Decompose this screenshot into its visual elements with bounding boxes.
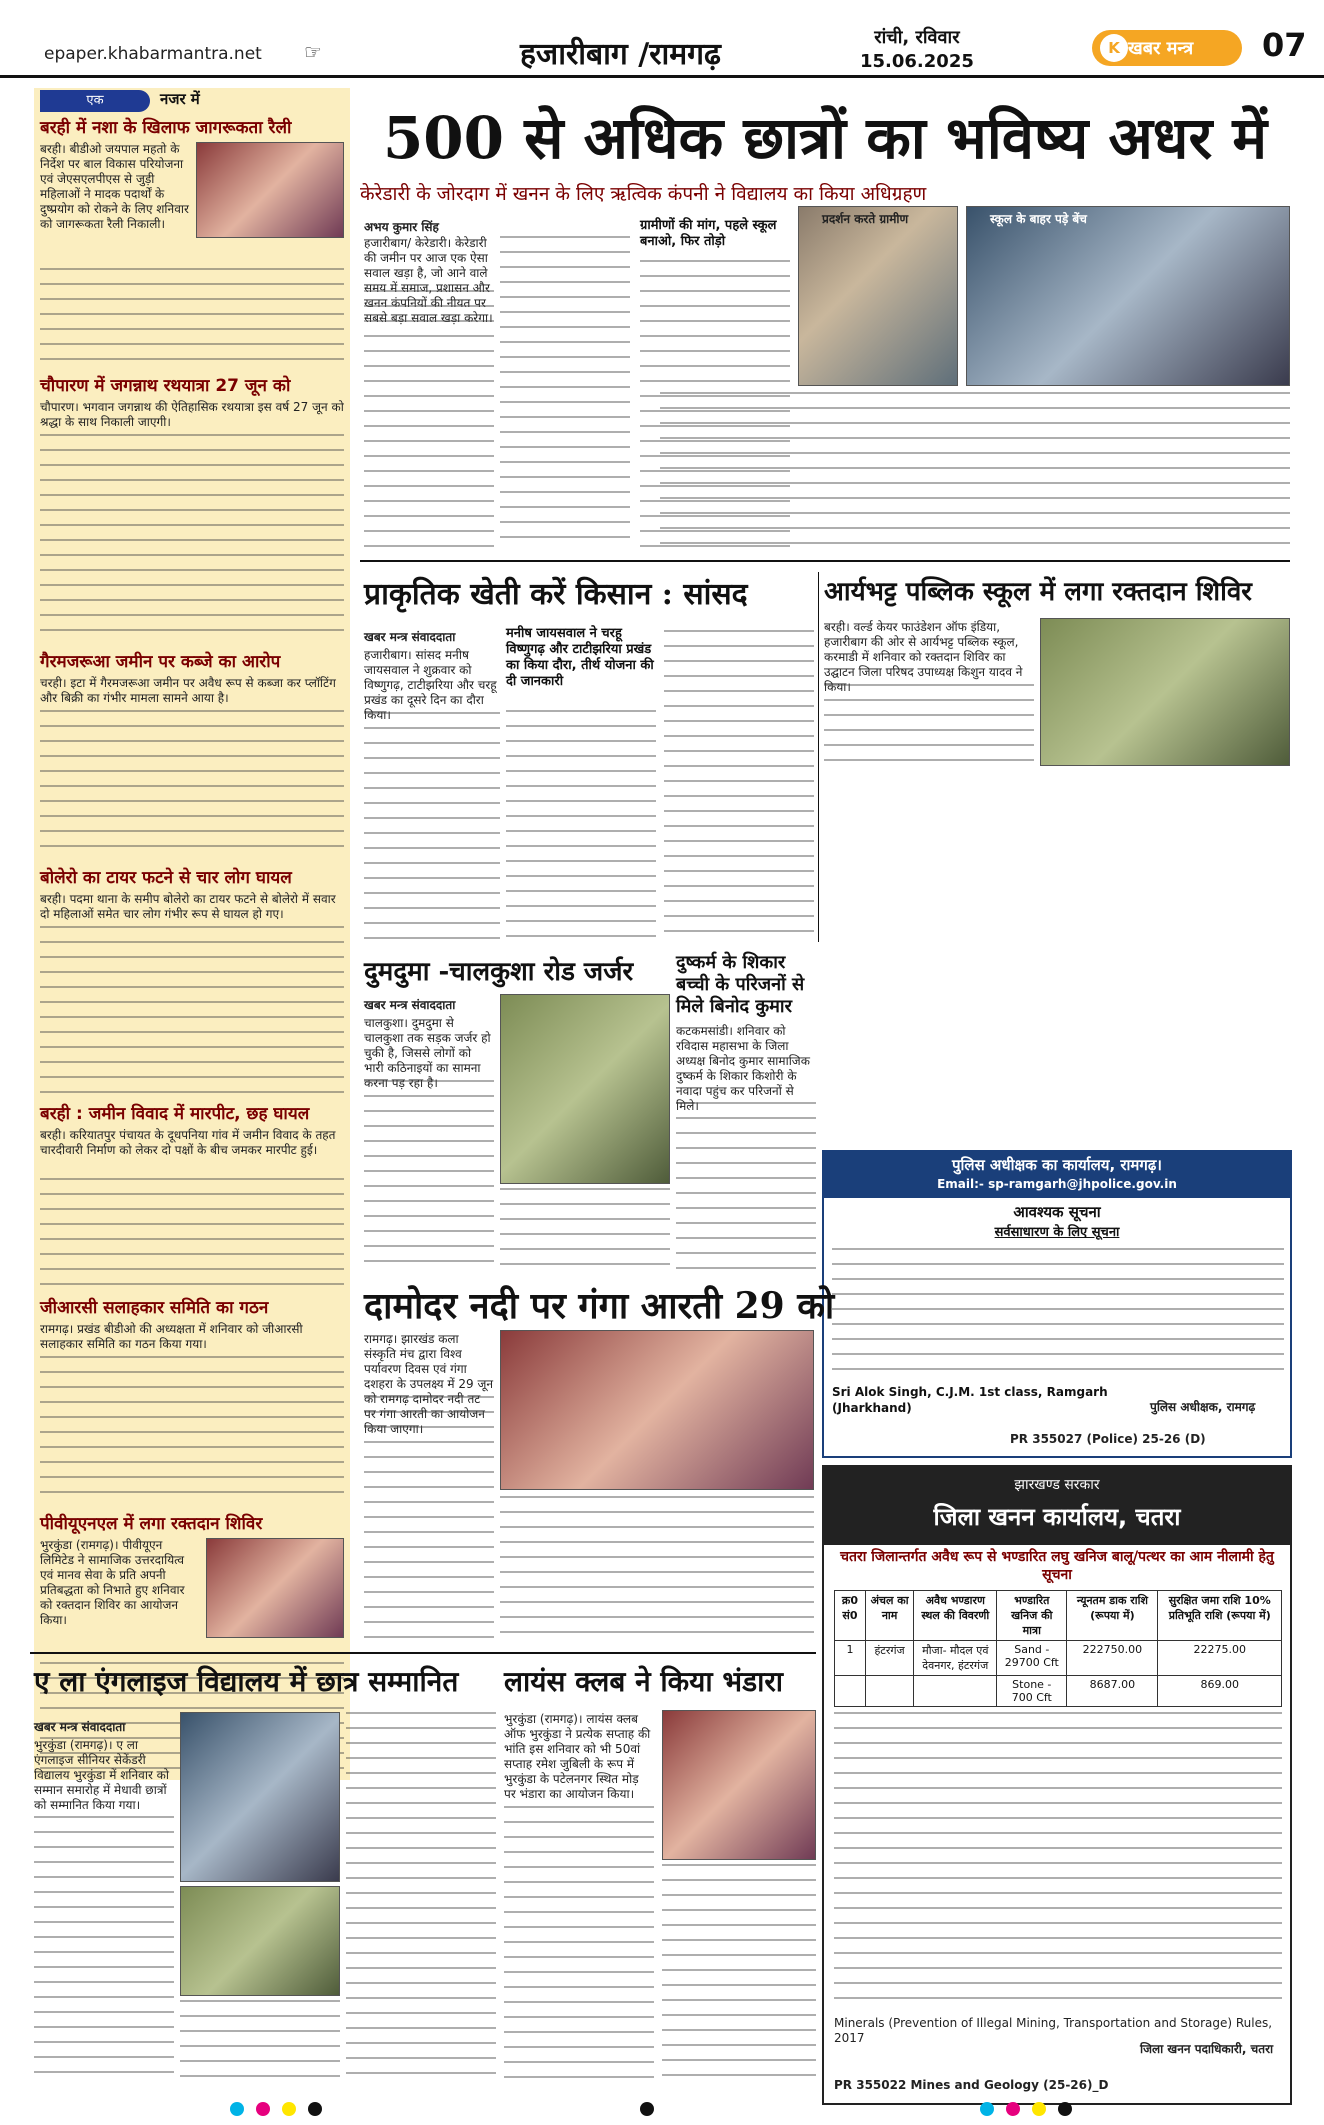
text-block <box>364 290 494 550</box>
left-headline-6: जीआरसी सलाहकार समिति का गठन <box>40 1298 269 1318</box>
notice-subtitle: सर्वसाधारण के लिए सूचना <box>994 1225 1120 1240</box>
story-headline: दुमदुमा -चालकुशा रोड जर्जर <box>364 957 634 987</box>
table-row <box>835 1641 1282 1676</box>
text-block <box>40 434 344 644</box>
text-block <box>832 1248 1284 1378</box>
text-block <box>676 1102 816 1270</box>
text-block <box>664 630 814 942</box>
story-headline: दुष्कर्म के शिकार बच्ची के परिजनों से मिले बिनोद कुमार <box>676 952 805 1017</box>
cursor-icon: ☞ <box>304 40 322 64</box>
table-body <box>835 1641 1282 1707</box>
mining-pr: PR 355022 Mines and Geology (25-26)_D <box>834 2078 1109 2092</box>
left-para-1: बरही। बीडीओ जयपाल महतो के निर्देश पर बाल विकास परियोजना एवं जेएसएलपीएस से जुड़ी महिलाओं ने मादक पदार्थों के दुष्प्रयोग को रोकने के लिए शनिवार को जागरूकता रैली निकाली। <box>40 142 189 231</box>
story-side-label: मनीष जायसवाल ने चरहू विष्णुगढ़ और टाटीझरिया प्रखंड का किया दौरा, तीर्थ योजना की दी जानकारी <box>506 626 654 689</box>
table-cell: 222750.00 <box>1067 1641 1158 1676</box>
table-row <box>835 1676 1282 1707</box>
table-header-cell: न्यूनतम डाक राशि (रूपया में) <box>1067 1591 1158 1641</box>
story-body: चालकुशा। दुमदुमा से चालकुशा तक सड़क जर्जर हो चुकी है, जिससे लोगों को भारी कठिनाइयों का सामना करना पड़ रहा है। <box>364 1016 491 1090</box>
text-block <box>660 392 1290 550</box>
lead-subhead: केरेडारी के जोरदाग में खनन के लिए ऋत्विक कंपनी ने विद्यालय का किया अधिग्रहण <box>360 183 927 205</box>
left-para-7: भुरकुंडा (रामगढ़)। पीवीयूएन लिमिटेड ने सामाजिक उत्तरदायित्व एवं मानव सेवा के प्रति अपनी प्रतिबद्धता को निभाते हुए शनिवार को रक्तदान शिविर का आयोजन किया। <box>40 1538 185 1627</box>
left-para-5: बरही। करियातपुर पंचायत के दूधपनिया गांव में जमीन विवाद के तहत चारदीवारी निर्माण को लेकर दो पक्षों के बीच जमकर मारपीट हुई। <box>40 1128 336 1157</box>
mining-office: जिला खनन कार्यालय, चतरा <box>933 1503 1181 1531</box>
gov-name: झारखण्ड सरकार <box>1014 1477 1100 1493</box>
color-dot <box>282 2102 296 2116</box>
left-headline-2: चौपारण में जगन्नाथ रथयात्रा 27 जून को <box>40 376 291 396</box>
photo-caption: स्कूल के बाहर पड़े बेंच <box>990 212 1087 226</box>
notice-officer: पुलिस अधीक्षक, रामगढ़ <box>1150 1400 1256 1414</box>
text-block <box>834 1712 1282 2012</box>
text-block <box>500 1188 670 1270</box>
story-headline: लायंस क्लब ने किया भंडारा <box>504 1665 784 1698</box>
left-headline-4: बोलेरो का टायर फटने से चार लोग घायल <box>40 868 292 888</box>
divider <box>360 560 1290 562</box>
table-cell <box>865 1676 913 1707</box>
left-headline-7: पीवीयूएनएल में लगा रक्तदान शिविर <box>40 1514 263 1534</box>
left-para-3: चरही। इटा में गैरमजरूआ जमीन पर अवैध रूप से कब्जा कर प्लॉटिंग और बिक्री का गंभीर मामला सामने आया है। <box>40 676 336 705</box>
rules-name: Minerals (Prevention of Illegal Mining, Transportation and Storage) Rules, 2017 <box>834 2016 1273 2045</box>
text-block <box>40 710 344 860</box>
table-header-cell: क्र0 सं0 <box>835 1591 866 1641</box>
table-cell <box>835 1676 866 1707</box>
mining-notice-header <box>824 1467 1290 1545</box>
story-body: भुरकुंडा (रामगढ़)। लायंस क्लब ऑफ भुरकुंडा ने प्रत्येक सप्ताह की भांति इस शनिवार को भी 50वां सप्ताह रमेश जुबिली के रूप में भुरकुंडा के पटेलनगर स्थित मोड़ पर भंडारा का आयोजन किया। <box>504 1712 651 1801</box>
text-block <box>40 1178 344 1288</box>
lead-body: हजारीबाग/ केरेडारी। केरेडारी की जमीन पर आज एक ऐसा सवाल खड़ा है, जो आने वाले समय में समाज, प्रशासन और खनन कंपनियों की नीयत पर सबसे बड़ा सवाल खड़ा करेगा। <box>364 236 493 325</box>
left-headline-5: बरही : जमीन विवाद में मारपीट, छह घायल <box>40 1104 310 1124</box>
text-block <box>40 926 344 1096</box>
divider <box>30 1652 816 1654</box>
school-bench-photo <box>966 206 1290 386</box>
text-block <box>34 1816 174 2086</box>
notice-pr: PR 355027 (Police) 25-26 (D) <box>1010 1432 1206 1446</box>
text-block <box>364 1396 494 1646</box>
notice-header <box>824 1152 1290 1198</box>
story-byline: खबर मन्त्र संवाददाता <box>34 1720 126 1734</box>
text-block <box>364 712 500 942</box>
left-para-4: बरही। पदमा थाना के समीप बोलेरो का टायर फटने से बोलेरो में सवार दो महिलाओं समेत चार लोग गंभीर रूप से घायल हो गए। <box>40 892 336 921</box>
table-cell: 869.00 <box>1158 1676 1282 1707</box>
lead-side-label: ग्रामीणों की मांग, पहले स्कूल बनाओ, फिर तोड़ो <box>640 218 777 249</box>
left-para-6: रामगढ़। प्रखंड बीडीओ की अध्यक्षता में शनिवार को जीआरसी सलाहकार समिति का गठन किया गया। <box>40 1322 303 1351</box>
place-day: रांची, रविवार <box>874 27 960 48</box>
story-byline: खबर मन्त्र संवाददाता <box>364 630 456 644</box>
blood-camp-photo <box>206 1538 344 1638</box>
brand-logo-icon: K <box>1100 34 1128 62</box>
rally-photo <box>196 142 344 238</box>
table-cell: Stone - 700 Cft <box>997 1676 1067 1707</box>
left-para-2: चौपारण। भगवान जगन्नाथ की ऐतिहासिक रथयात्रा इस वर्ष 27 जून को श्रद्धा के साथ निकाली जाएगी। <box>40 400 344 429</box>
column-tag: एक <box>40 90 150 112</box>
table-cell: मौजा- मौदल एवं देवनगर, हंटरगंज <box>914 1641 997 1676</box>
table-header-row <box>835 1591 1282 1641</box>
text-block <box>500 1496 814 1646</box>
notice-title <box>824 1202 1290 1240</box>
student-photo <box>180 1712 340 1882</box>
divider <box>818 572 819 942</box>
story-body: हजारीबाग। सांसद मनीष जायसवाल ने शुक्रवार को विष्णुगढ़, टाटीझरिया और चरहू प्रखंड का दूसरे दिन का दौरा किया। <box>364 648 497 722</box>
text-block <box>40 268 344 368</box>
story-body: रामगढ़। झारखंड कला संस्कृति मंच द्वारा विश्व पर्यावरण दिवस एवं गंगा दशहरा के उपलक्ष्य में 29 जून को रामगढ़ दामोदर नदी तट पर गंगा आरती का आयोजन किया जाएगा। <box>364 1332 494 1436</box>
notice-title-text: आवश्यक सूचना <box>1013 1203 1101 1221</box>
text-block <box>662 1864 816 2086</box>
story-headline: आर्यभट्ट पब्लिक स्कूल में लगा रक्तदान शिविर <box>824 577 1252 607</box>
text-block <box>824 684 1034 764</box>
text-block <box>180 2000 340 2086</box>
mining-notice-title: चतरा जिलान्तर्गत अवैध रूप से भण्डारित लघु खनिज बालू/पत्थर का आम नीलामी हेतु सूचना <box>840 1549 1274 1583</box>
protest-photo <box>798 206 958 386</box>
color-dot <box>256 2102 270 2116</box>
footer-strip <box>0 2095 1324 2125</box>
lead-byline: अभय कुमार सिंह <box>364 220 439 234</box>
table-cell <box>914 1676 997 1707</box>
story-body: कटकमसांडी। शनिवार को रविदास महासभा के जिला अध्यक्ष बिनोद कुमार सामाजिक दुष्कर्म के शिकार किशोरी के नवादा पहुंच कर परिजनों से मिले। <box>676 1024 810 1113</box>
story-byline: खबर मन्त्र संवाददाता <box>364 998 456 1012</box>
lead-headline: 500 से अधिक छात्रों का भविष्य अधर में <box>382 104 1268 172</box>
text-block <box>500 236 630 550</box>
story-body: भुरकुंडा (रामगढ़)। ए ला एंगलाइज सीनियर सेकेंडरी विद्यालय भुरकुंडा में शनिवार को सम्मान समारोह में मेधावी छात्रों को सम्मानित किया गया। <box>34 1738 170 1812</box>
road-photo <box>500 994 670 1184</box>
table-cell: हंटरगंज <box>865 1641 913 1676</box>
color-dot <box>1006 2102 1020 2116</box>
text-block <box>346 1712 496 2086</box>
table-cell: Sand - 29700 Cft <box>997 1641 1067 1676</box>
text-block <box>40 1356 344 1506</box>
dateline <box>860 26 974 74</box>
mining-officer: जिला खनन पदाधिकारी, चतरा <box>1140 2042 1274 2056</box>
table-cell: 22275.00 <box>1158 1641 1282 1676</box>
student-photo <box>180 1886 340 1996</box>
registration-mark-icon <box>640 2102 654 2116</box>
table-cell: 1 <box>835 1641 866 1676</box>
color-dot <box>308 2102 322 2116</box>
column-title: नजर में <box>160 90 200 108</box>
ganga-aarti-photo <box>500 1330 814 1490</box>
page-number: 07 <box>1262 26 1307 64</box>
brand-badge: खबर मन्त्र <box>1092 30 1242 66</box>
notice-signer: Sri Alok Singh, C.J.M. 1st class, Ramgarh (Jharkhand) <box>832 1385 1108 1415</box>
story-headline: दामोदर नदी पर गंगा आरती 29 को <box>364 1285 835 1327</box>
table-header-cell: अवैध भण्डारण स्थल की विवरणी <box>914 1591 997 1641</box>
table-cell: 8687.00 <box>1067 1676 1158 1707</box>
table-header-cell: सुरक्षित जमा राशि 10% प्रतिभूति राशि (रूपया में) <box>1158 1591 1282 1641</box>
color-dot <box>1032 2102 1046 2116</box>
story-body: बरही। वर्ल्ड केयर फाउंडेशन ऑफ इंडिया, हजारीबाग की ओर से आर्यभट्ट पब्लिक स्कूल, करमाडी में शनिवार को रक्तदान शिविर का उद्घाटन जिला परिषद उपाध्यक्ष किशुन यादव ने किया। <box>824 620 1023 694</box>
text-block <box>364 1080 494 1270</box>
site-url[interactable]: epaper.khabarmantra.net <box>44 44 262 64</box>
lions-club-photo <box>662 1710 816 1860</box>
auction-table <box>834 1590 1282 1707</box>
table-header-cell: अंचल का नाम <box>865 1591 913 1641</box>
photo-caption: प्रदर्शन करते ग्रामीण <box>822 212 909 226</box>
blood-donation-photo <box>1040 618 1290 766</box>
left-headline-1: बरही में नशा के खिलाफ जागरूकता रैली <box>40 118 292 138</box>
table-header-cell: भण्डारित खनिज की मात्रा <box>997 1591 1067 1641</box>
text-block <box>504 1806 654 2086</box>
color-dot <box>1058 2102 1072 2116</box>
story-headline: ए ला एंगलाइज विद्यालय में छात्र सम्मानित <box>34 1665 459 1698</box>
text-block <box>506 710 656 942</box>
left-headline-3: गैरमजरूआ जमीन पर कब्जे का आरोप <box>40 652 281 672</box>
date: 15.06.2025 <box>860 51 974 72</box>
color-dot <box>980 2102 994 2116</box>
section-title: हजारीबाग /रामगढ़ <box>520 37 721 72</box>
color-dot <box>230 2102 244 2116</box>
notice-office: पुलिस अधीक्षक का कार्यालय, रामगढ़। <box>952 1156 1162 1174</box>
notice-email[interactable]: Email:- sp-ramgarh@jhpolice.gov.in <box>937 1177 1177 1191</box>
story-headline: प्राकृतिक खेती करें किसान : सांसद <box>364 577 748 612</box>
